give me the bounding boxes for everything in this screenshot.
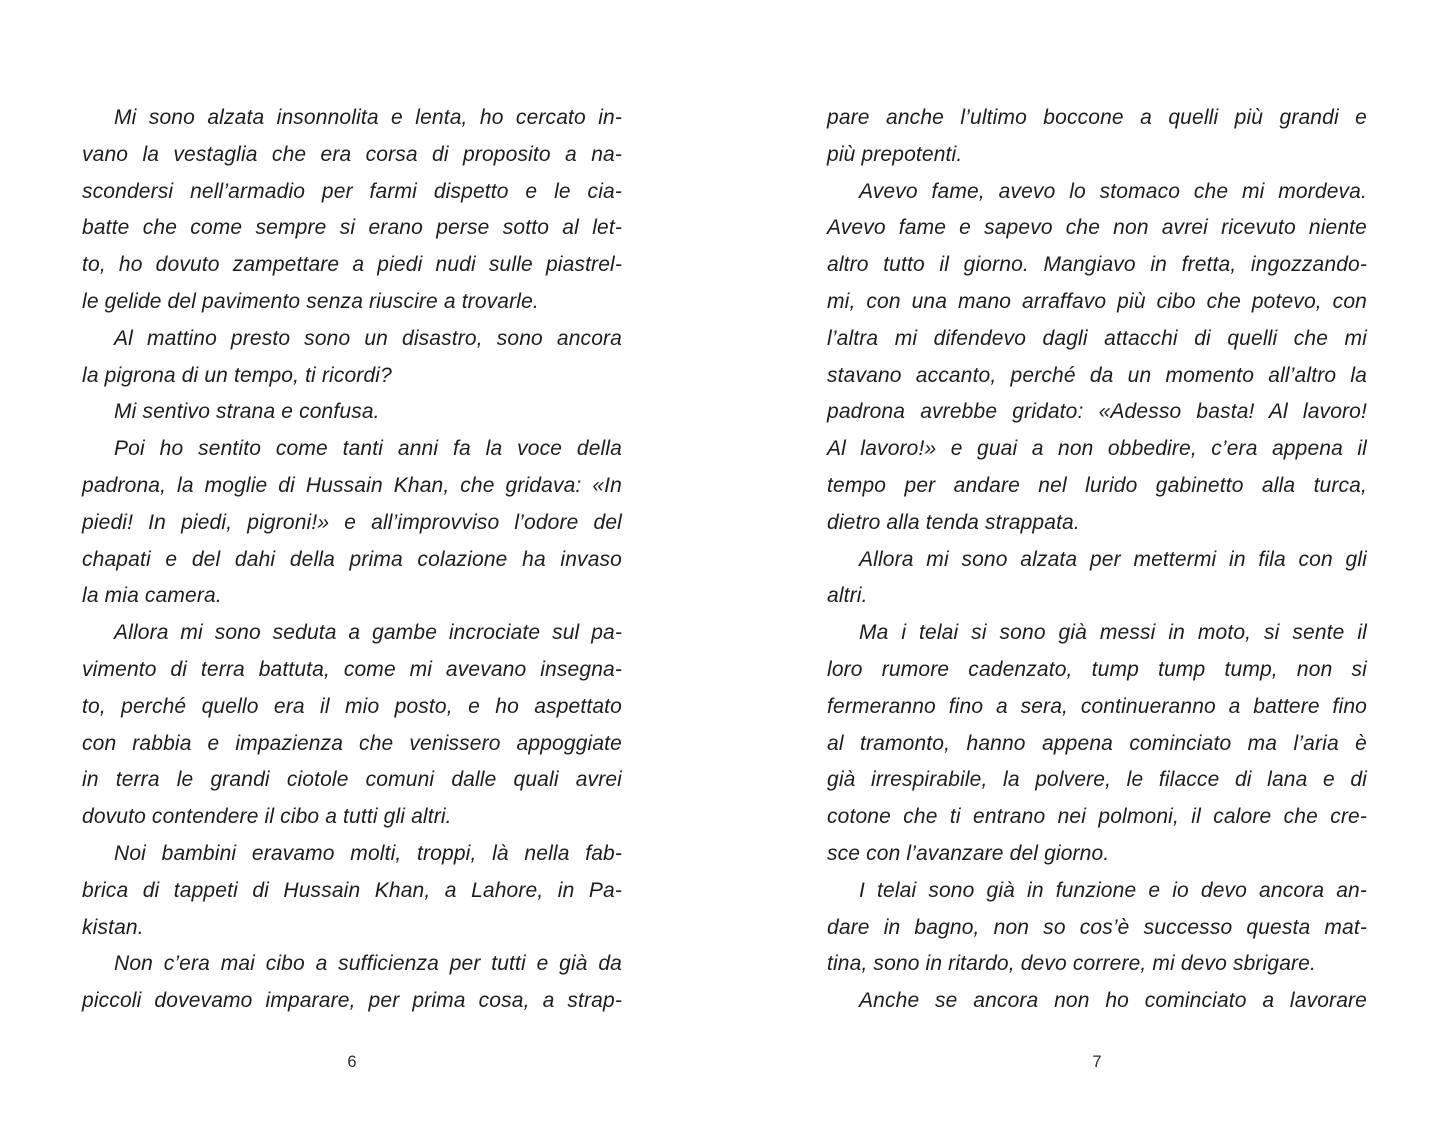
text-line: Noi bambini eravamo molti, troppi, là nella fab- bbox=[114, 841, 622, 865]
text-line: Al mattino presto sono un disastro, sono ancora bbox=[114, 326, 622, 350]
text-line: Poi ho sentito come tanti anni fa la voce della bbox=[114, 437, 622, 461]
text-line: Avevo fame, avevo lo stomaco che mi mordeva. bbox=[859, 179, 1367, 203]
page-left bbox=[82, 100, 622, 1100]
text-line: Allora mi sono seduta a gambe incrociate sul pa- bbox=[114, 621, 622, 645]
text-line: sce con l’avanzare del giorno. bbox=[827, 841, 1110, 865]
text-line: tina, sono in ritardo, devo correre, mi devo sbrigare. bbox=[827, 952, 1316, 976]
text-line: Ma i telai si sono già messi in moto, si sente il bbox=[859, 621, 1367, 645]
text-line: già irrespirabile, la polvere, le filacce di lana e di bbox=[827, 768, 1367, 792]
text-line: vimento di terra battuta, come mi avevano insegna- bbox=[82, 657, 622, 681]
text-line: più prepotenti. bbox=[827, 142, 963, 166]
text-line: le gelide del pavimento senza riuscire a trovarle. bbox=[82, 289, 539, 313]
text-line: mi, con una mano arraffavo più cibo che potevo, con bbox=[827, 289, 1367, 313]
text-line: dietro alla tenda strappata. bbox=[827, 510, 1080, 534]
text-line: Al lavoro!» e guai a non obbedire, c’era appena il bbox=[827, 437, 1367, 461]
text-line: dare in bagno, non so cos’è successo questa mat- bbox=[827, 915, 1367, 939]
text-line: tempo per andare nel lurido gabinetto alla turca, bbox=[827, 473, 1367, 497]
text-line: Anche se ancora non ho cominciato a lavorare bbox=[859, 989, 1367, 1013]
text-line: la mia camera. bbox=[82, 584, 222, 608]
text-line: l’altra mi difendevo dagli attacchi di quelli che mi bbox=[827, 326, 1367, 350]
text-line: to, perché quello era il mio posto, e ho aspettato bbox=[82, 694, 622, 718]
page-right bbox=[827, 100, 1367, 1100]
text-line: cotone che ti entrano nei polmoni, il calore che cre- bbox=[827, 805, 1367, 829]
text-line: Mi sentivo strana e confusa. bbox=[114, 400, 380, 424]
text-line: Avevo fame e sapevo che non avrei ricevuto niente bbox=[827, 216, 1367, 240]
text-line: Allora mi sono alzata per mettermi in fila con gli bbox=[859, 547, 1367, 571]
text-line: altri. bbox=[827, 584, 868, 608]
text-line: brica di tappeti di Hussain Khan, a Lahore, in Pa- bbox=[82, 878, 622, 902]
text-line: con rabbia e impazienza che venissero appoggiate bbox=[82, 731, 622, 755]
text-line: pare anche l’ultimo boccone a quelli più grandi e bbox=[827, 106, 1367, 129]
text-line: to, ho dovuto zampettare a piedi nudi sulle piastrel- bbox=[82, 253, 622, 277]
page-number-right: 7 bbox=[1092, 1053, 1102, 1071]
text-line: piedi! In piedi, pigroni!» e all’improvviso l’odore del bbox=[82, 510, 622, 534]
text-line: loro rumore cadenzato, tump tump tump, non si bbox=[827, 657, 1367, 681]
text-line: fermeranno fino a sera, continueranno a battere fino bbox=[827, 694, 1367, 718]
text-line: chapati e del dahi della prima colazione ha invaso bbox=[82, 547, 622, 571]
text-line: la pigrona di un tempo, ti ricordi? bbox=[82, 363, 392, 387]
text-line: altro tutto il giorno. Mangiavo in fretta, ingozzando- bbox=[827, 253, 1367, 277]
text-line: I telai sono già in funzione e io devo ancora an- bbox=[859, 878, 1367, 902]
page-left-text bbox=[82, 100, 622, 1020]
text-line: scondersi nell’armadio per farmi dispetto e le cia- bbox=[82, 179, 622, 203]
text-line: stavano accanto, perché da un momento all’altro la bbox=[827, 363, 1367, 387]
text-line: Non c’era mai cibo a sufficienza per tutti e già da bbox=[114, 952, 622, 976]
text-line: vano la vestaglia che era corsa di proposito a na- bbox=[82, 142, 622, 166]
text-line: dovuto contendere il cibo a tutti gli altri. bbox=[82, 805, 452, 829]
text-line: piccoli dovevamo imparare, per prima cosa, a strap- bbox=[82, 989, 622, 1013]
text-line: kistan. bbox=[82, 915, 144, 939]
page-number-left: 6 bbox=[347, 1053, 357, 1071]
text-line: batte che come sempre si erano perse sotto al let- bbox=[82, 216, 622, 240]
page-right-text bbox=[827, 100, 1367, 1020]
text-line: Mi sono alzata insonnolita e lenta, ho cercato in- bbox=[114, 106, 622, 129]
text-line: padrona avrebbe gridato: «Adesso basta! Al lavoro! bbox=[827, 400, 1367, 424]
text-line: padrona, la moglie di Hussain Khan, che gridava: «In bbox=[82, 473, 622, 497]
text-line: in terra le grandi ciotole comuni dalle quali avrei bbox=[82, 768, 622, 792]
text-line: al tramonto, hanno appena cominciato ma l’aria è bbox=[827, 731, 1367, 755]
